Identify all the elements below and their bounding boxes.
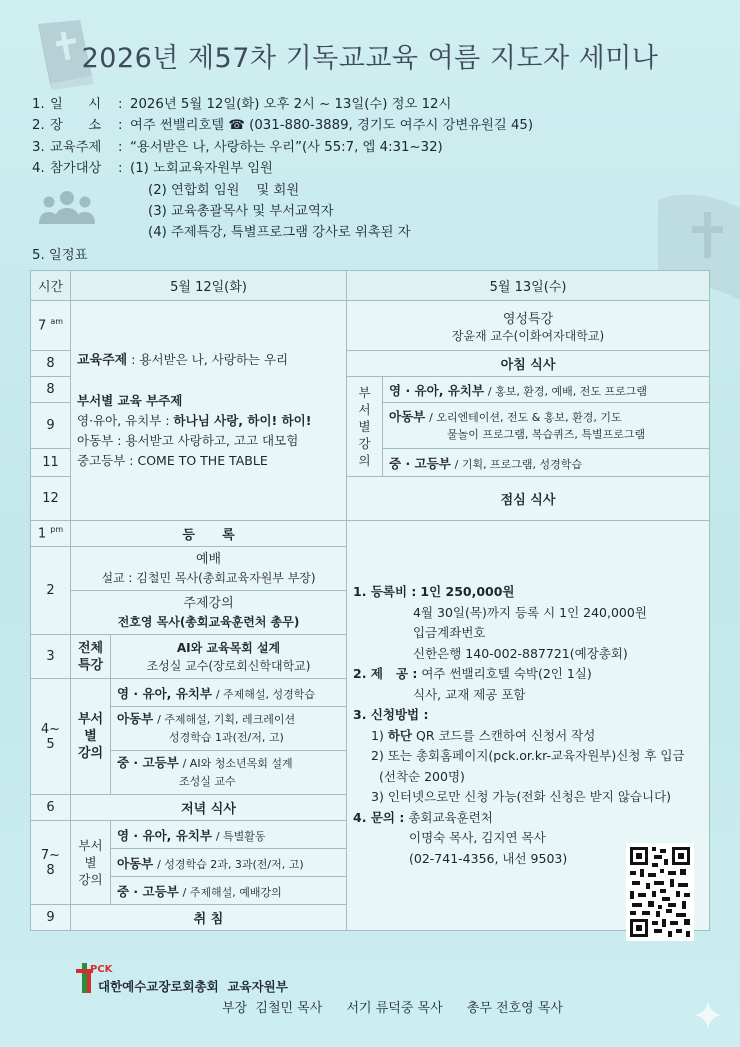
time-cell: 8 — [31, 377, 71, 403]
sub-theme-group: 영·유아, 유치부 — [77, 413, 162, 428]
special-lecture-cell — [347, 301, 710, 351]
method-text: 3) 인터넷으로만 신청 가능(전화 신청은 받지 않습니다) — [371, 789, 672, 804]
officer-name: 서기 류덕중 목사 — [346, 1001, 443, 1016]
info-date-num: 1. — [32, 97, 45, 112]
dept-row: 아동부 / 오리엔테이션, 전도 & 홍보, 환경, 기도 물놀이 프로그램, 복습퀴즈, 특별프로그램 — [383, 403, 710, 449]
schedule-label: 5. 일정표 — [32, 247, 88, 263]
lunch-cell: 점심 식사 — [347, 477, 710, 521]
all-lecture-speaker: 조성실 교수(장로회신학대학교) — [146, 658, 311, 673]
info-theme-num: 3. — [32, 139, 45, 155]
fee-label: 1. 등록비 : — [353, 584, 417, 599]
dept-lecture-label: 부서 별 강의 — [71, 679, 111, 795]
dept-desc: 성경학습 1과(전/저, 고) — [169, 731, 284, 744]
officer-name: 총무 전호영 목사 — [466, 1001, 563, 1016]
account-number: 신한은행 140-002-887721(예장총회) — [413, 645, 628, 661]
time-cell: 8 — [31, 351, 71, 377]
provide-label: 2. 제 공 : — [353, 666, 418, 681]
all-lecture-cell — [111, 635, 347, 679]
dept-desc: 홍보, 환경, 예배, 전도 프로그램 — [495, 384, 648, 398]
dept-row: 영 · 유아, 유치부 / 주제해설, 성경학습 — [111, 679, 347, 707]
header-day2: 5월 13일(수) — [347, 271, 710, 301]
dept-group: 아동부 — [117, 855, 154, 871]
dept-desc: 성경학습 2과, 3과(전/저, 고) — [164, 857, 304, 871]
time-cell: 9 — [31, 403, 71, 449]
dinner-cell: 저녁 식사 — [71, 795, 347, 821]
method-num: 1) — [371, 727, 384, 743]
dept-desc: 기획, 프로그램, 성경학습 — [461, 457, 583, 471]
info-date-value: 2026년 5월 12일(화) 오후 2시 ~ 13일(수) 정오 12시 — [130, 97, 452, 112]
header-day1: 5월 12일(화) — [71, 271, 347, 301]
time-label: 7 — [37, 318, 47, 334]
participant-item: (2) 연합회 임원 및 회원 — [148, 182, 300, 198]
star-sparkle-icon — [694, 1001, 722, 1029]
dept-row: 중 · 고등부 / 주제해설, 예배강의 — [111, 877, 347, 905]
dept-desc: AI와 청소년목회 설계 — [189, 757, 293, 770]
sub-theme-group: 아동부 — [77, 433, 114, 448]
officer-name: 부장 김철민 목사 — [222, 1001, 323, 1016]
account-label: 입금계좌번호 — [413, 625, 486, 640]
info-date-key: 일 시 — [50, 97, 102, 112]
dept-group: 아동부 — [389, 409, 426, 424]
info-place-key: 장 소 — [50, 118, 102, 134]
dept-group: 중 · 고등부 — [117, 755, 179, 770]
sleep-cell: 취 침 — [71, 905, 347, 931]
keynote-cell — [71, 591, 347, 635]
method-text: 2) 또는 총회홈페이지(pck.or.kr-교육자원부)신청 후 입금 — [371, 748, 685, 763]
contact-value: 총회교육훈련처 — [408, 809, 493, 825]
time-cell: 7~ 8 — [31, 821, 71, 905]
info-place: 2. 장 소 : 여주 썬밸리호텔 ☎ (031-880-3889, 경기도 여주시 강변유원길 45) — [32, 115, 533, 136]
info-participants-key: 참가대상 — [50, 161, 102, 177]
page-title: 2026년 제57차 기독교교육 여름 지도자 세미나 — [81, 43, 659, 74]
people-icon — [38, 190, 96, 226]
time-suffix: am — [50, 317, 64, 327]
contact-phone: (02-741-4356, 내선 9503) — [409, 850, 568, 866]
dept-desc: 오리엔테이션, 전도 & 홍보, 환경, 기도 — [436, 411, 622, 424]
fee-value: 1인 250,000원 — [420, 584, 515, 599]
info-date: 1. 일 시 : 2026년 5월 12일(화) 오후 2시 ~ 13일(수) 정오 12시 — [32, 94, 533, 115]
info-participants-num: 4. — [32, 161, 45, 177]
sub-theme-group: 중고등부 — [77, 453, 126, 468]
time-cell: 4~ 5 — [31, 679, 71, 795]
theme-label: 교육주제 — [77, 353, 128, 368]
info-theme-value: “용서받은 나, 사랑하는 우리”(사 55:7, 엡 4:31~32) — [130, 139, 443, 155]
contact-people: 이명숙 목사, 김지연 목사 — [409, 830, 546, 845]
info-theme-key: 교육주제 — [50, 139, 102, 155]
sub-theme-value: 하나님 사랑, 하이! 하이! — [173, 413, 312, 428]
schedule-table — [30, 270, 710, 931]
dept-row: 영 · 유아, 유치부 / 홍보, 환경, 예배, 전도 프로그램 — [383, 377, 710, 403]
breakfast-cell: 아침 식사 — [347, 351, 710, 377]
dept-lecture-label — [347, 377, 383, 477]
dept-group: 아동부 — [117, 711, 154, 726]
keynote-title: 주제강의 — [183, 595, 234, 611]
dept-row: 아동부 / 성경학습 2과, 3과(전/저, 고) — [111, 849, 347, 877]
provide-value: 여주 썬밸리호텔 숙박(2인 1실) — [421, 666, 592, 681]
info-participants: 4. 참가대상 : (1) 노회교육자원부 임원 — [32, 158, 533, 179]
all-lecture-title: AI와 교육목회 설계 — [176, 640, 281, 655]
sub-theme-value: COME TO THE TABLE — [137, 453, 268, 468]
method-text: (선착순 200명) — [379, 768, 465, 784]
time-cell: 12 — [31, 477, 71, 521]
dept-desc: 주제해설, 예배강의 — [189, 885, 282, 899]
header-time: 시간 — [31, 271, 71, 301]
time-cell: 9 — [31, 905, 71, 931]
info-section — [32, 94, 533, 266]
time-cell — [31, 521, 71, 547]
time-cell: 3 — [31, 635, 71, 679]
sub-theme-title: 부서별 교육 부주제 — [77, 393, 183, 408]
organization-name: 대한예수교장로회총회 교육자원부 — [98, 979, 288, 994]
participant-item: (4) 주제특강, 특별프로그램 강사로 위촉된 자 — [148, 225, 411, 241]
time-cell: 11 — [31, 449, 71, 477]
time-cell: 2 — [31, 547, 71, 635]
time-cell — [31, 301, 71, 351]
method-emphasis: 하단 — [387, 727, 412, 743]
theme-value: 용서받은 나, 사랑하는 우리 — [139, 352, 289, 367]
dept-desc: 조성실 교수 — [179, 775, 236, 788]
participant-item: (1) 노회교육자원부 임원 — [130, 161, 273, 177]
worship-sermon: 설교 : 김철민 목사(총회교육자원부 부장) — [101, 570, 316, 585]
dept-lecture-label-text: 부서 별 강의 — [358, 385, 371, 468]
dept-row: 중 · 고등부 / 기획, 프로그램, 성경학습 — [383, 449, 710, 477]
time-cell: 6 — [31, 795, 71, 821]
info-place-value: 여주 썬밸리호텔 ☎ (031-880-3889, 경기도 여주시 강변유원길 45) — [130, 118, 534, 134]
dept-row: 영 · 유아, 유치부 / 특별활동 — [111, 821, 347, 849]
worship-cell — [71, 547, 347, 591]
dept-desc: 특별활동 — [223, 829, 266, 843]
dept-group: 영 · 유아, 유치부 — [117, 827, 213, 843]
dept-group: 중 · 고등부 — [389, 455, 451, 471]
evening-lecture-label: 부서별 강의 — [71, 821, 111, 905]
dept-group: 영 · 유아, 유치부 — [117, 685, 213, 701]
dept-desc: 주제해설, 기획, 레크레이션 — [164, 713, 296, 726]
contact-label: 4. 문의 : — [353, 809, 405, 825]
method-text: QR 코드를 스캔하여 신청서 작성 — [415, 727, 596, 743]
dept-group: 영 · 유아, 유치부 — [389, 382, 485, 398]
time-label: 1 — [37, 526, 47, 542]
dept-row: 아동부 / 주제해설, 기획, 레크레이션 성경학습 1과(전/저, 고) — [111, 707, 347, 751]
special-lecture-title: 영성특강 — [502, 311, 554, 327]
info-place-num: 2. — [32, 118, 45, 134]
registration-cell: 등 록 — [71, 521, 347, 547]
all-lecture-label: 전체 특강 — [71, 635, 111, 679]
dept-group: 중 · 고등부 — [117, 883, 179, 899]
participant-item: (3) 교육총괄목사 및 부서교역자 — [148, 204, 334, 220]
qr-code-icon[interactable] — [626, 843, 694, 941]
dept-row: 중 · 고등부 / AI와 청소년목회 설계 조성실 교수 — [111, 751, 347, 795]
early-fee: 4월 30일(목)까지 등록 시 1인 240,000원 — [413, 604, 647, 620]
dept-desc: 주제해설, 성경학습 — [223, 687, 316, 701]
special-lecture-speaker: 장윤재 교수(이화여자대학교) — [451, 328, 605, 343]
worship-title: 예배 — [195, 551, 222, 567]
provide-value: 식사, 교재 제공 포함 — [413, 686, 526, 702]
time-suffix: pm — [50, 525, 64, 535]
info-theme: 3. 교육주제 : “용서받은 나, 사랑하는 우리”(사 55:7, 엡 4:31~32) — [32, 137, 533, 158]
method-label: 3. 신청방법 : — [353, 707, 429, 722]
logo-text: PCK — [90, 964, 113, 975]
sub-theme-value: 용서받고 사랑하고, 고고 대모험 — [125, 433, 299, 448]
dept-desc: 물놀이 프로그램, 복습퀴즈, 특별프로그램 — [447, 428, 646, 441]
day1-morning-themes: 교육주제 : 용서받은 나, 사랑하는 우리 부서별 교육 부주제 영·유아, 유치부 : 하나님 사랑, 하이! 하이! 아동부 : 용서받고 사랑하고, 고고 대모험 중고등부 : COME TO THE TABLE — [71, 301, 347, 521]
officers — [222, 997, 583, 1016]
keynote-speaker: 전호영 목사(총회교육훈련처 총무) — [117, 614, 300, 629]
